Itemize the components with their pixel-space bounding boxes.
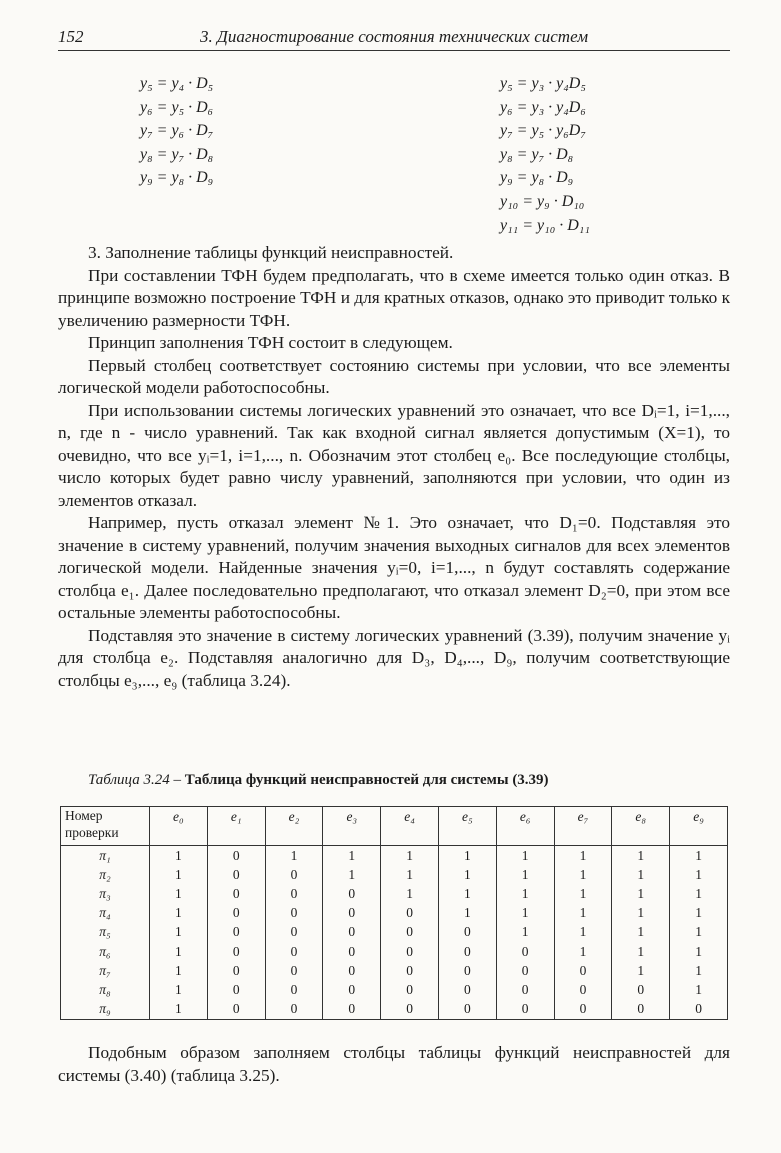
table-cell: 1 — [438, 884, 496, 903]
row-header: π₉ — [61, 1000, 150, 1020]
equations-left — [140, 72, 213, 190]
table-cell: 1 — [150, 942, 208, 961]
table-cell: 1 — [670, 942, 728, 961]
paragraph: Подставляя это значение в систему логических уравнений (3.39), получим значение yᵢ для столбца e₂. Подставляя аналогично для D₃, D₄,..., D₉, получим соответствующие столбцы e₃,..., e₉ (таблица 3.24). — [58, 625, 730, 690]
table-cell: 1 — [554, 884, 612, 903]
table-row — [61, 1000, 728, 1020]
table-cell: 0 — [207, 942, 265, 961]
table-cell: 0 — [207, 846, 265, 866]
column-header: e₀ — [150, 807, 208, 846]
equation: y₇ = y₅ · y₆D₇ — [500, 122, 586, 140]
table-row — [61, 961, 728, 980]
table-cell: 1 — [150, 865, 208, 884]
table-cell: 0 — [496, 942, 554, 961]
table-cell: 0 — [438, 961, 496, 980]
table-cell: 1 — [670, 846, 728, 866]
equation: y₁₀ = y₉ · D₁₀ — [500, 192, 585, 210]
table-cell: 0 — [265, 980, 323, 999]
row-header: π₁ — [61, 846, 150, 866]
row-header: π₈ — [61, 980, 150, 999]
paragraph: Принцип заполнения ТФН состоит в следующем. — [88, 333, 453, 352]
equation: y₁₁ = y₁₀ · D₁₁ — [500, 216, 590, 234]
column-header: e₇ — [554, 807, 612, 846]
column-header: e₄ — [381, 807, 439, 846]
table-cell: 1 — [496, 923, 554, 942]
row-header: π₂ — [61, 865, 150, 884]
closing-text — [58, 1042, 730, 1087]
table-cell: 0 — [554, 980, 612, 999]
table-header-row — [61, 807, 728, 846]
table-cell: 0 — [207, 980, 265, 999]
equation: y₆ = y₃ · y₄D₆ — [500, 98, 586, 116]
table-cell: 1 — [438, 865, 496, 884]
column-header: e₁ — [207, 807, 265, 846]
table-cell: 1 — [670, 923, 728, 942]
table-cell: 1 — [670, 904, 728, 923]
table-cell: 1 — [496, 904, 554, 923]
table-cell: 0 — [265, 884, 323, 903]
table-cell: 1 — [150, 980, 208, 999]
table-cell: 0 — [207, 865, 265, 884]
column-header: e₉ — [670, 807, 728, 846]
table-cell: 0 — [265, 923, 323, 942]
table-cell: 1 — [612, 884, 670, 903]
equation: y₅ = y₃ · y₄D₅ — [500, 75, 586, 92]
table-cell: 0 — [381, 961, 439, 980]
column-header: e₂ — [265, 807, 323, 846]
table-cell: 0 — [265, 865, 323, 884]
table-row — [61, 980, 728, 999]
table-cell: 1 — [612, 904, 670, 923]
table-cell: 0 — [265, 961, 323, 980]
table-cell: 0 — [323, 1000, 381, 1020]
table-cell: 0 — [323, 904, 381, 923]
paragraph: Например, пусть отказал элемент №1. Это означает, что D₁=0. Подставляя это значение в систему уравнений, получим значения выходных сигналов для всех элементов логической модели. Найденные значения yᵢ=0, i=1,..., n будут составлять содержание столбца e₁. Далее последовательно предполагают, что отказал элемент D₂=0, при этом все остальные элементы работоспособны. — [58, 513, 730, 622]
table-caption-dash: – — [169, 772, 185, 788]
table-cell: 0 — [438, 1000, 496, 1020]
table-cell: 0 — [323, 961, 381, 980]
running-header — [58, 22, 730, 51]
table-cell: 1 — [265, 846, 323, 866]
table-cell: 1 — [612, 846, 670, 866]
table-cell: 0 — [207, 904, 265, 923]
table-cell: 0 — [381, 1000, 439, 1020]
running-title: 3. Диагностирование состояния технических систем — [200, 27, 589, 46]
table-cell: 1 — [554, 846, 612, 866]
table-cell: 0 — [554, 1000, 612, 1020]
table-caption-title: Таблица функций неисправностей для системы (3.39) — [184, 772, 549, 788]
table-cell: 1 — [612, 865, 670, 884]
table-cell: 0 — [323, 980, 381, 999]
table-cell: 0 — [265, 942, 323, 961]
table-cell: 0 — [381, 942, 439, 961]
table-row — [61, 904, 728, 923]
table-cell: 1 — [150, 961, 208, 980]
table-cell: 1 — [150, 1000, 208, 1020]
table-cell: 0 — [612, 980, 670, 999]
table-cell: 1 — [496, 884, 554, 903]
table-cell: 0 — [323, 942, 381, 961]
page-number: 152 — [58, 27, 84, 46]
corner-header: Номер проверки — [61, 807, 150, 846]
table-row — [61, 865, 728, 884]
equation: y₆ = y₅ · D₆ — [140, 98, 214, 116]
column-header: e₃ — [323, 807, 381, 846]
table-cell: 1 — [381, 846, 439, 866]
equations-right — [500, 72, 590, 237]
body-text — [58, 242, 730, 692]
table-cell: 1 — [554, 865, 612, 884]
table-cell: 0 — [207, 961, 265, 980]
table-cell: 1 — [612, 942, 670, 961]
table-caption-number: Таблица 3.24 — [88, 772, 170, 788]
paragraph: При составлении ТФН будем предполагать, что в схеме имеется только один отказ. В принципе возможно построение ТФН и для кратных отказов, однако это приводит только к увеличению размерности ТФН. — [58, 265, 730, 330]
table-cell: 0 — [612, 1000, 670, 1020]
table-cell: 0 — [381, 980, 439, 999]
table-cell: 0 — [496, 961, 554, 980]
table-cell: 1 — [150, 846, 208, 866]
table-row — [61, 846, 728, 866]
equation: y₈ = y₇ · D₈ — [140, 145, 214, 163]
table-cell: 0 — [438, 942, 496, 961]
table-cell: 0 — [381, 923, 439, 942]
paragraph: 3. Заполнение таблицы функций неисправностей. — [88, 243, 454, 262]
equation: y₇ = y₆ · D₇ — [140, 122, 214, 140]
table-row — [61, 942, 728, 961]
row-header: π₃ — [61, 884, 150, 903]
table-row — [61, 884, 728, 903]
row-header: π₄ — [61, 904, 150, 923]
table-cell: 1 — [150, 884, 208, 903]
table-cell: 1 — [670, 961, 728, 980]
row-header: π₇ — [61, 961, 150, 980]
column-header: e₅ — [438, 807, 496, 846]
table-cell: 0 — [496, 1000, 554, 1020]
table-cell: 1 — [554, 923, 612, 942]
table-cell: 0 — [323, 884, 381, 903]
row-header: π₆ — [61, 942, 150, 961]
table-cell: 1 — [670, 980, 728, 999]
equation: y₉ = y₈ · D₉ — [140, 169, 214, 187]
table-cell: 1 — [438, 846, 496, 866]
column-header: e₈ — [612, 807, 670, 846]
table-cell: 1 — [381, 884, 439, 903]
column-header: e₆ — [496, 807, 554, 846]
table-cell: 1 — [438, 904, 496, 923]
table-cell: 1 — [496, 865, 554, 884]
table-cell: 1 — [612, 961, 670, 980]
closing-paragraph: Подобным образом заполняем столбцы таблицы функций неисправностей для системы (3.40) (таблица 3.25). — [58, 1043, 730, 1085]
table-cell: 0 — [207, 884, 265, 903]
table-cell: 1 — [150, 923, 208, 942]
table-cell: 0 — [438, 980, 496, 999]
equation: y₉ = y₈ · D₉ — [500, 169, 574, 187]
table-cell: 1 — [554, 904, 612, 923]
fault-function-table — [60, 806, 728, 1020]
table-cell: 1 — [670, 884, 728, 903]
table-cell: 0 — [670, 1000, 728, 1020]
table-cell: 1 — [381, 865, 439, 884]
table-cell: 1 — [496, 846, 554, 866]
paragraph: При использовании системы логических уравнений это означает, что все Dᵢ=1, i=1,..., n, где n - число уравнений. Так как входной сигнал является допустимым (X=1), то очевидно, что все yᵢ=1, i=1,..., n. Обозначим этот столбец e₀. Все последующие столбцы, число которых будет равно числу уравнений, заполняются при условии, что один из элементов отказал. — [58, 400, 730, 510]
table-cell: 0 — [207, 1000, 265, 1020]
table-cell: 0 — [381, 904, 439, 923]
table-cell: 0 — [554, 961, 612, 980]
row-header: π₅ — [61, 923, 150, 942]
table-cell: 1 — [612, 923, 670, 942]
table-cell: 0 — [323, 923, 381, 942]
table-cell: 1 — [323, 865, 381, 884]
table-caption — [88, 772, 549, 789]
table-cell: 0 — [207, 923, 265, 942]
table-cell: 1 — [150, 904, 208, 923]
table-cell: 1 — [323, 846, 381, 866]
table-row — [61, 923, 728, 942]
table-cell: 1 — [554, 942, 612, 961]
paragraph: Первый столбец соответствует состоянию системы при условии, что все элементы логической модели работоспособны. — [58, 355, 730, 397]
table-cell: 1 — [670, 865, 728, 884]
equation: y₅ = y₄ · D₅ — [140, 75, 214, 92]
table-cell: 0 — [438, 923, 496, 942]
table-cell: 0 — [265, 1000, 323, 1020]
table-cell: 0 — [265, 904, 323, 923]
equation: y₈ = y₇ · D₈ — [500, 145, 574, 163]
table-body — [61, 846, 728, 1020]
table-cell: 0 — [496, 980, 554, 999]
